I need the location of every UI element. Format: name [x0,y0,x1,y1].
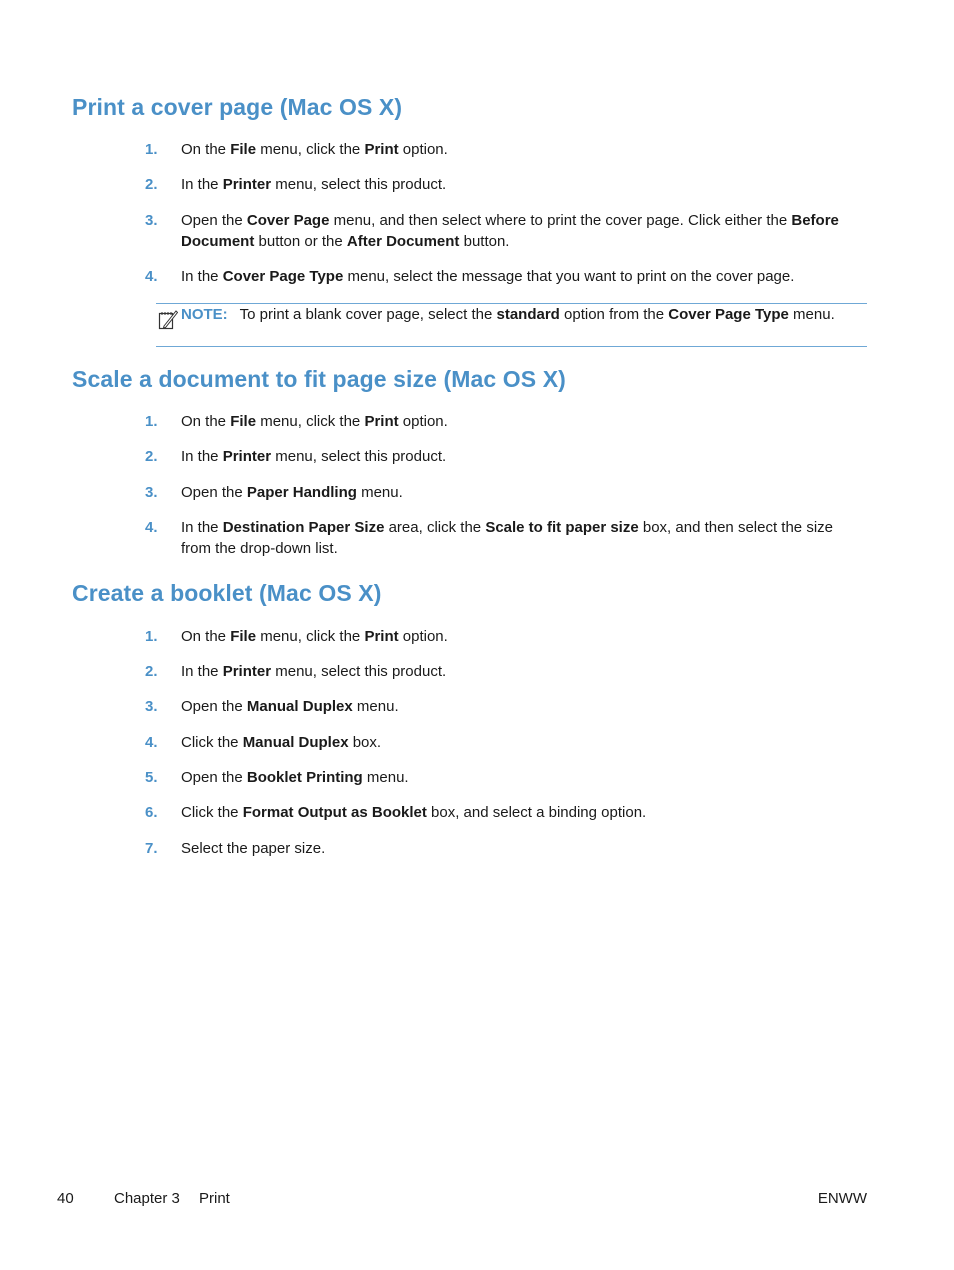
section-title-scale-document: Scale a document to fit page size (Mac OS X) [72,366,566,392]
footer-locale: ENWW [817,1190,867,1207]
step-number: 2. [145,176,158,193]
step-text: Open the Manual Duplex menu. [181,698,399,715]
section-title-create-booklet: Create a booklet (Mac OS X) [72,580,382,606]
step-text: Open the Booklet Printing menu. [181,769,409,786]
page-number: 40 [57,1190,74,1207]
step-text: In the Printer menu, select this product. [181,448,447,465]
note-label: NOTE: [181,306,228,323]
step-number: 1. [145,413,158,430]
list-item [145,626,865,647]
step-text: Open the Cover Page menu, and then select where to print the cover page. Click either the Before Document button or the After Document button. [181,212,839,250]
step-text: In the Printer menu, select this product. [181,176,447,193]
step-text: On the File menu, click the Print option. [181,628,448,645]
step-text: Click the Format Output as Booklet box, and select a binding option. [181,804,647,821]
chapter-label: Chapter 3 [114,1190,180,1207]
step-number: 7. [145,840,158,857]
step-text: Select the paper size. [181,840,326,857]
section-title-cover-page: Print a cover page (Mac OS X) [72,94,403,120]
step-text: In the Cover Page Type menu, select the message that you want to print on the cover page. [181,268,795,285]
step-number: 5. [145,769,158,786]
list-item [145,696,865,717]
step-text: On the File menu, click the Print option. [181,141,448,158]
step-number: 6. [145,804,158,821]
step-number: 3. [145,212,158,229]
step-number: 1. [145,141,158,158]
list-item [145,174,865,195]
step-number: 4. [145,519,158,536]
note-text [181,304,867,325]
list-item [145,661,865,682]
list-item [145,838,865,859]
step-number: 1. [145,628,158,645]
step-number: 4. [145,734,158,751]
list-item [145,210,865,252]
note-box [156,303,867,347]
step-number: 3. [145,698,158,715]
step-text: In the Printer menu, select this product. [181,663,447,680]
list-item [145,517,865,559]
step-number: 3. [145,484,158,501]
step-text: Open the Paper Handling menu. [181,484,403,501]
note-content: To print a blank cover page, select the standard option from the Cover Page Type menu. [239,306,835,323]
chapter-title: Print [199,1190,230,1207]
list-item [145,482,865,503]
list-item [145,767,865,788]
note-icon [158,308,178,330]
list-item [145,411,865,432]
list-item [145,802,865,823]
step-text: Click the Manual Duplex box. [181,734,382,751]
step-number: 4. [145,268,158,285]
step-text: On the File menu, click the Print option. [181,413,448,430]
list-item [145,266,865,287]
step-number: 2. [145,663,158,680]
step-text: In the Destination Paper Size area, click the Scale to fit paper size box, and then select the size from the drop-down list. [181,519,833,557]
step-number: 2. [145,448,158,465]
list-item [145,446,865,467]
list-item [145,732,865,753]
list-item [145,139,865,160]
